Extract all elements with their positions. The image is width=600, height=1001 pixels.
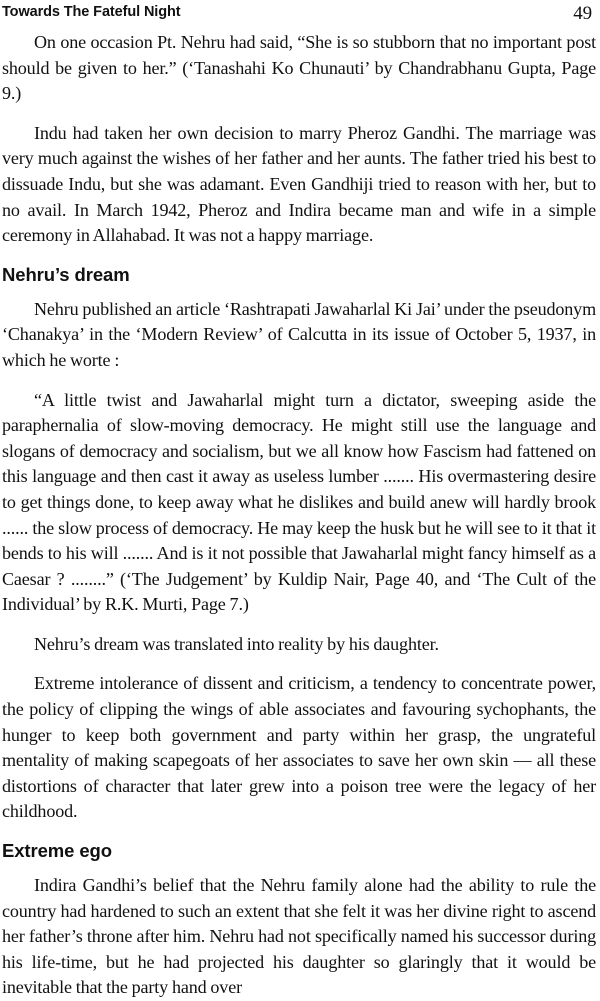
paragraph-dream-reality: Nehru’s dream was translated into reality by his daughter.: [34, 633, 439, 654]
section-heading-nehrus-dream: Nehru’s dream: [2, 263, 130, 285]
paragraph-chanakya-article: Nehru published an article ‘Rashtrapati Jawaharlal Ki Jai’ under the pseudonym ‘Chanakya’ in the ‘Modern Review’ of Calcutta in its issue of October 5, 1937, in which he worte :: [2, 298, 596, 370]
running-header: [2, 0, 596, 22]
paragraph-nehru-quote-stubborn: On one occasion Pt. Nehru had said, “She is so stubborn that no important post should be given to her.” (‘Tanashahi Ko Chunauti’ by Chandrabhanu Gupta, Page 9.): [2, 32, 596, 104]
section-heading-extreme-ego: Extreme ego: [2, 840, 112, 862]
paragraph-indu-marriage: Indu had taken her own decision to marry Pheroz Gandhi. The marriage was very much against the wishes of her father and her aunts. The father tried his best to dissuade Indu, but she was adamant. Even Gandhiji tried to reason with her, but to no avail. In March 1942, Pheroz and Indira became man and wife in a simple ceremony in Allahabad. It was not a happy marriage.: [2, 122, 596, 246]
page-number: 49: [573, 3, 592, 24]
page-body: [2, 30, 596, 1001]
paragraph-dictator-quote: “A little twist and Jawaharlal might turn a dictator, sweeping aside the paraphernalia of slow-moving democracy. He might still use the language and slogans of democracy and socialism, but we all know how Fascism had fattened on this language and then cast it away as useless lumber ....... His overmastering desire to get things done, to keep away what he dislikes and build anew will hardly brook ...... the slow process of democracy. He may keep the husk but he will see to it that it bends to his will ....... And is it not possible that Jawaharlal might fancy himself as a Caesar ? ........” (‘The Judgement’ by Kuldip Nair, Page 40, and ‘The Cult of the Individual’ by R.K. Murti, Page 7.): [2, 389, 596, 615]
paragraph-divine-right: Indira Gandhi’s belief that the Nehru family alone had the ability to rule the country had hardened to such an extent that she felt it was her divine right to ascend her father’s throne after him. Nehru had not specifically named his successor during his life-time, but he had projected his daughter so glaringly that it would be inevitable that the party hand over: [2, 875, 596, 998]
paragraph-intolerance: Extreme intolerance of dissent and criticism, a tendency to concentrate power, the policy of clipping the wings of able associates and favouring sychophants, the hunger to keep both government and party within her grasp, the ungrateful mentality of making scapegoats of her associates to save her own skin — all these distortions of character that later grew into a poison tree were the legacy of her childhood.: [2, 673, 596, 822]
running-title: Towards The Fateful Night: [2, 4, 181, 20]
